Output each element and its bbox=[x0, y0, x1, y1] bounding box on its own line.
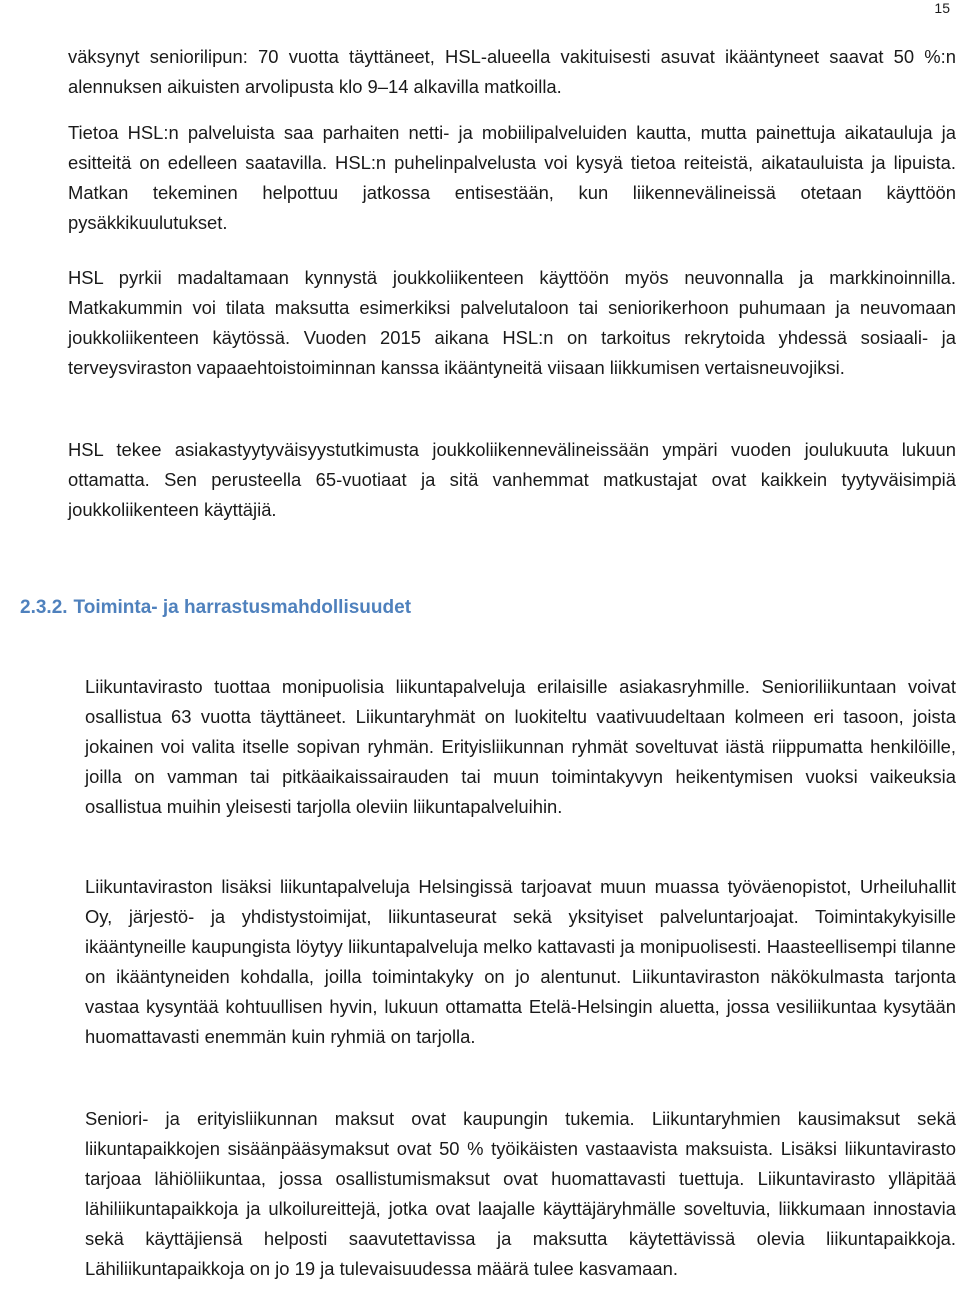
section-number: 2.3.2. bbox=[20, 597, 68, 618]
section-title: Toiminta- ja harrastusmahdollisuudet bbox=[73, 597, 412, 618]
body-paragraph: HSL pyrkii madaltamaan kynnystä joukkoliikenteen käyttöön myös neuvonnalla ja markkinoinnilla. Matkakummin voi tilata maksutta esimerkiksi palvelutaloon tai seniorikerhoon puhumaan ja neuvomaan joukkoliikenteen käytössä. Vuoden 2015 aikana HSL:n on tarkoitus rekrytoida yhdessä sosiaali- ja terveysviraston vapaaehtoistoiminnan kanssa ikääntyneitä viisaan liikkumisen vertaisneuvojiksi. bbox=[68, 267, 956, 378]
body-paragraph: Seniori- ja erityisliikunnan maksut ovat kaupungin tukemia. Liikuntaryhmien kausimaksut sekä liikuntapaikkojen sisäänpääsymaksut ovat 50 % työikäisten vastaavista maksuista. Lisäksi liikuntavirasto tarjoaa lähiöliikuntaa, jossa osallistumismaksut ovat huomattavasti tuettuja. Liikuntavirasto ylläpitää lähiliikuntapaikkoja ja ulkoilureittejä, jotka ovat laajalle käyttäjäryhmälle soveltuvia, liikkumaan innostavia sekä käyttäjiensä helposti saavutettavissa ja maksutta käytettävissä olevia liikuntapaikkoja. Lähiliikuntapaikkoja on jo 19 ja tulevaisuudessa määrä tulee kasvamaan. bbox=[85, 1108, 956, 1279]
body-paragraph: Tietoa HSL:n palveluista saa parhaiten netti- ja mobiilipalveluiden kautta, mutta painettuja aikatauluja ja esitteitä on edelleen saatavilla. HSL:n puhelinpalvelusta voi kysyä tietoa reiteistä, aikatauluista ja lipuista. Matkan tekeminen helpottuu jatkossa entisestään, kun liikennevälineissä otetaan käyttöön pysäkkikuulutukset. bbox=[68, 122, 956, 233]
page-number: 15 bbox=[934, 0, 950, 16]
section-heading bbox=[20, 594, 411, 622]
body-paragraph: Liikuntaviraston lisäksi liikuntapalveluja Helsingissä tarjoavat muun muassa työväenopistot, Urheiluhallit Oy, järjestö- ja yhdistystoimijat, liikuntaseurat sekä yksityiset palveluntarjoajat. Toimintakykyisille ikääntyneille kaupungista löytyy liikuntapalveluja melko kattavasti ja monipuolisesti. Haasteellisempi tilanne on ikääntyneiden kohdalla, joilla toimintakyky on jo alentunut. Liikuntaviraston näkökulmasta tarjonta vastaa kysyntää kohtuullisen hyvin, lukuun ottamatta Etelä-Helsingin aluetta, jossa vesiliikuntaa kysytään huomattavasti enemmän kuin ryhmiä on tarjolla. bbox=[85, 876, 956, 1047]
body-paragraph: Liikuntavirasto tuottaa monipuolisia liikuntapalveluja erilaisille asiakasryhmille. Senioriliikuntaan voivat osallistua 63 vuotta täyttäneet. Liikuntaryhmät on luokiteltu vaativuudeltaan kolmeen eri tasoon, joista jokainen voi valita itselle sopivan ryhmän. Erityisliikunnan ryhmät soveltuvat iästä riippumatta henkilöille, joilla on vamman tai pitkäaikaissairauden tai muun toimintakyvyn heikentymisen vuoksi vaikeuksia osallistua muihin yleisesti tarjolla oleviin liikuntapalveluihin. bbox=[85, 676, 956, 817]
body-paragraph: HSL tekee asiakastyytyväisyystutkimusta joukkoliikennevälineissään ympäri vuoden joulukuuta lukuun ottamatta. Sen perusteella 65-vuotiaat ja sitä vanhemmat matkustajat ovat kaikkein tyytyväisimpiä joukkoliikenteen käyttäjiä. bbox=[68, 439, 956, 520]
body-paragraph: väksynyt seniorilipun: 70 vuotta täyttäneet, HSL-alueella vakituisesti asuvat ikääntyneet saavat 50 %:n alennuksen aikuisten arvolipusta klo 9–14 alkavilla matkoilla. bbox=[68, 46, 956, 97]
